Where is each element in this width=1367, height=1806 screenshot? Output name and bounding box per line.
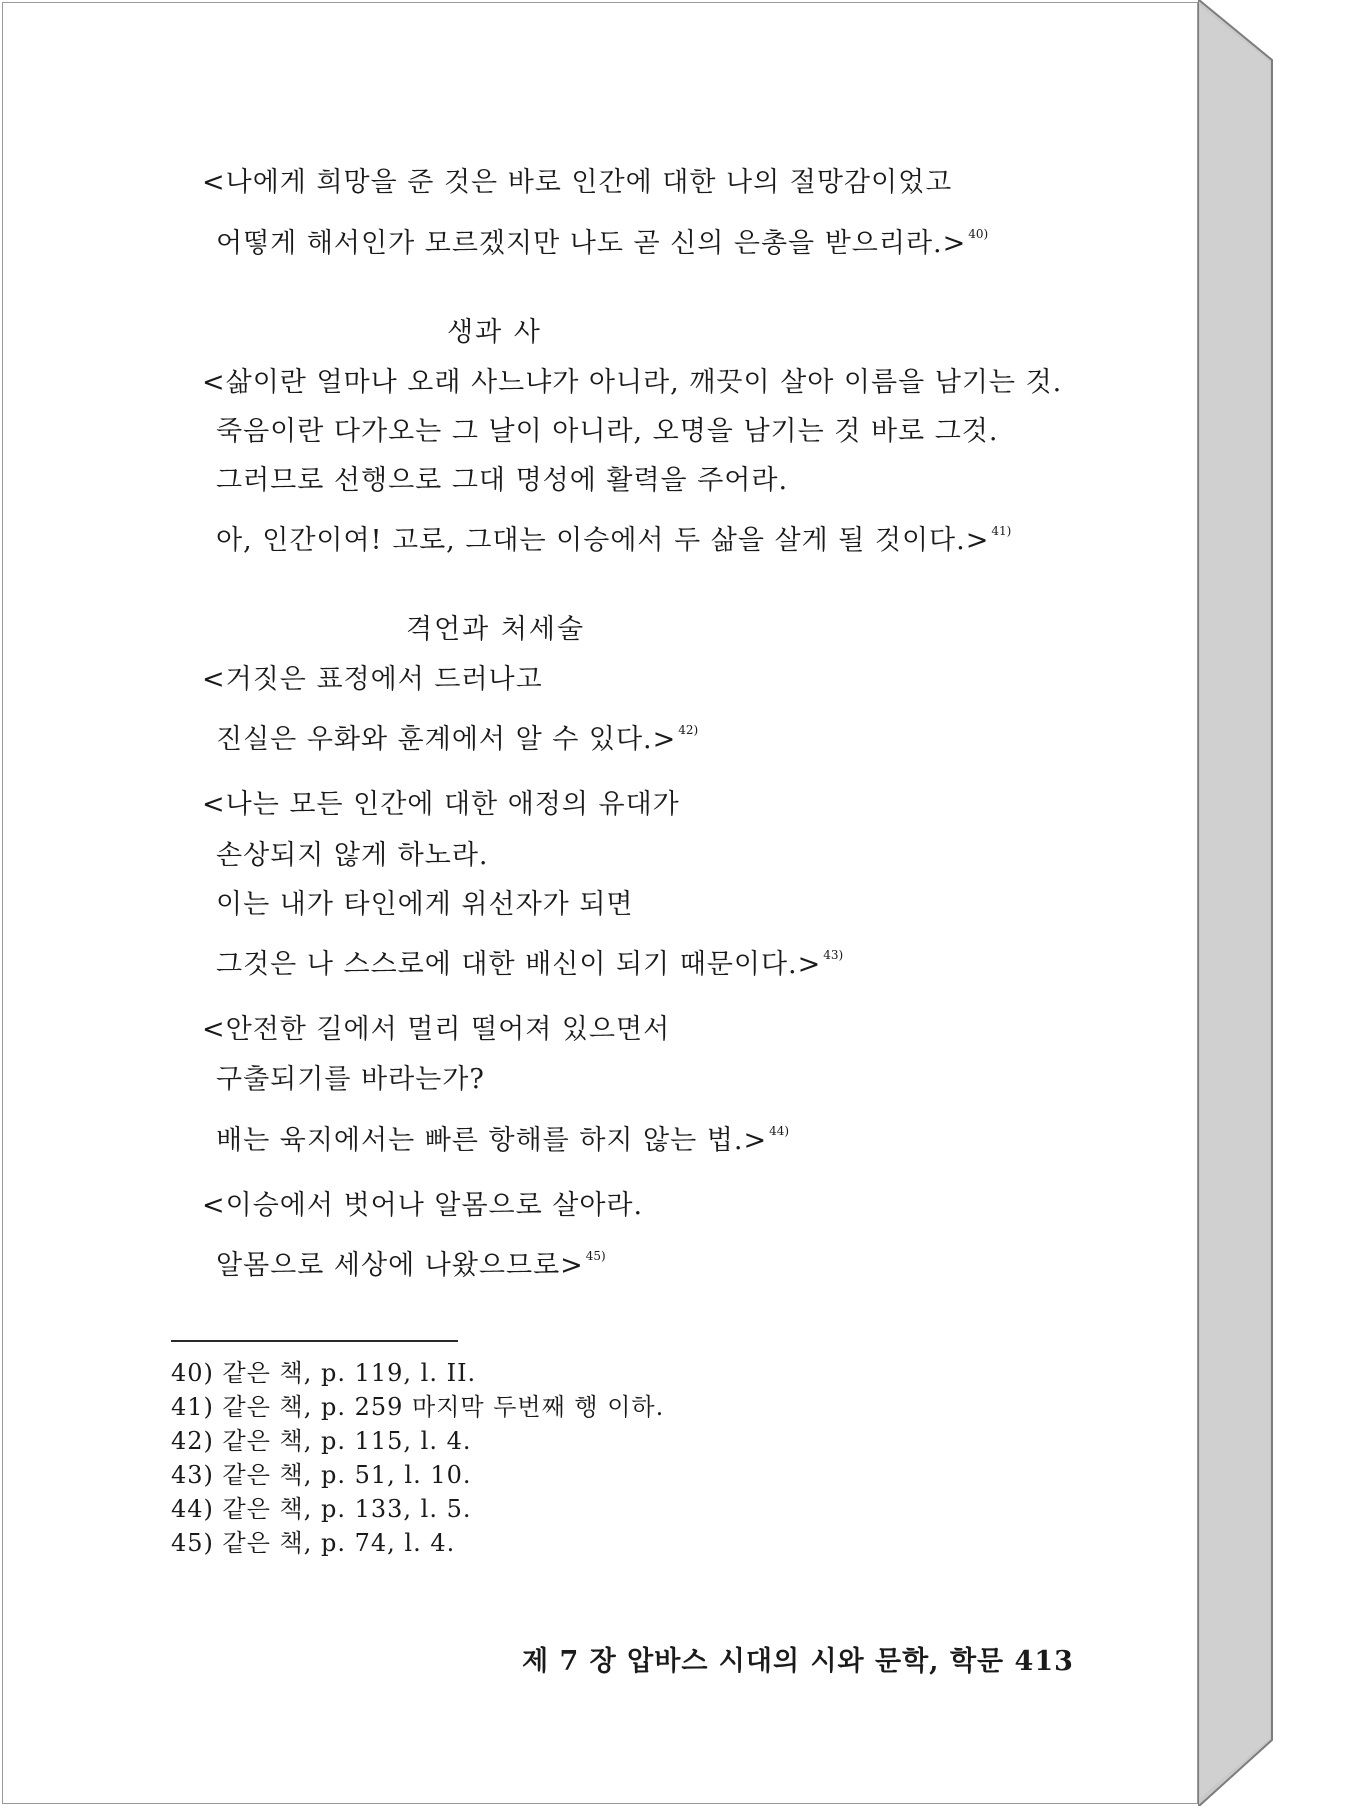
footnote-ref-43: 43)	[823, 948, 844, 962]
footnote-44: 44) 같은 책, p. 133, l. 5.	[171, 1495, 472, 1523]
poem-41-line-1: <삶이란 얼마나 오래 사느냐가 아니라, 깨끗이 살아 이름을 남기는 것.	[202, 367, 1063, 398]
poem-44-line-1: <안전한 길에서 멀리 떨어져 있으면서	[202, 1014, 671, 1045]
page-footer: 제 7 장 압바스 시대의 시와 문학, 학문 413	[522, 1646, 1074, 1677]
poem-41-line-3: 그러므로 선행으로 그대 명성에 활력을 주어라.	[216, 465, 789, 496]
book-spine	[1198, 0, 1274, 1806]
footnote-ref-41: 41)	[991, 524, 1012, 538]
footnote-separator	[171, 1340, 458, 1342]
poem-42-line-2: 진실은 우화와 훈계에서 알 수 있다.> $^{42)}$	[216, 723, 699, 755]
footnote-ref-45: 45)	[585, 1249, 606, 1263]
poem-41-line-4: 아, 인간이여! 고로, 그대는 이승에서 두 삶을 살게 될 것이다.> $^{41)}$	[216, 524, 1012, 556]
poem-40-line-2: 어떻게 해서인가 모르겠지만 나도 곧 신의 은총을 받으리라.> $^{40)}$	[216, 227, 989, 259]
poem-43-line-1: <나는 모든 인간에 대한 애정의 유대가	[202, 789, 680, 820]
footnote-ref-42: 42)	[678, 723, 699, 737]
poem-43-line-3: 이는 내가 타인에게 위선자가 되면	[216, 889, 634, 920]
poem-45-line-2: 알몸으로 세상에 나왔으므로> $^{45)}$	[216, 1249, 606, 1281]
poem-43-line-2: 손상되지 않게 하노라.	[216, 840, 489, 871]
section-heading-life-and-death: 생과 사	[447, 317, 542, 348]
section-heading-maxims: 격언과 처세술	[406, 614, 586, 645]
poem-45-line-1: <이승에서 벗어나 알몸으로 살아라.	[202, 1190, 644, 1221]
footnote-ref-44: 44)	[769, 1124, 790, 1138]
poem-44-line-2: 구출되기를 바라는가?	[216, 1064, 485, 1095]
footnote-41: 41) 같은 책, p. 259 마지막 두번째 행 이하.	[171, 1393, 665, 1421]
footnote-45: 45) 같은 책, p. 74, l. 4.	[171, 1529, 456, 1557]
poem-41-line-2: 죽음이란 다가오는 그 날이 아니라, 오명을 남기는 것 바로 그것.	[216, 416, 999, 447]
footnote-ref-40: 40)	[968, 227, 989, 241]
book-page	[2, 2, 1198, 1804]
poem-44-line-3: 배는 육지에서는 빠른 항해를 하지 않는 법.> $^{44)}$	[216, 1124, 790, 1156]
poem-40-line-1: <나에게 희망을 준 것은 바로 인간에 대한 나의 절망감이었고	[202, 167, 953, 198]
footnote-43: 43) 같은 책, p. 51, l. 10.	[171, 1461, 472, 1489]
footnote-42: 42) 같은 책, p. 115, l. 4.	[171, 1427, 472, 1455]
poem-43-line-4: 그것은 나 스스로에 대한 배신이 되기 때문이다.> $^{43)}$	[216, 948, 844, 980]
footnote-40: 40) 같은 책, p. 119, l. II.	[171, 1359, 477, 1387]
poem-42-line-1: <거짓은 표정에서 드러나고	[202, 664, 543, 695]
